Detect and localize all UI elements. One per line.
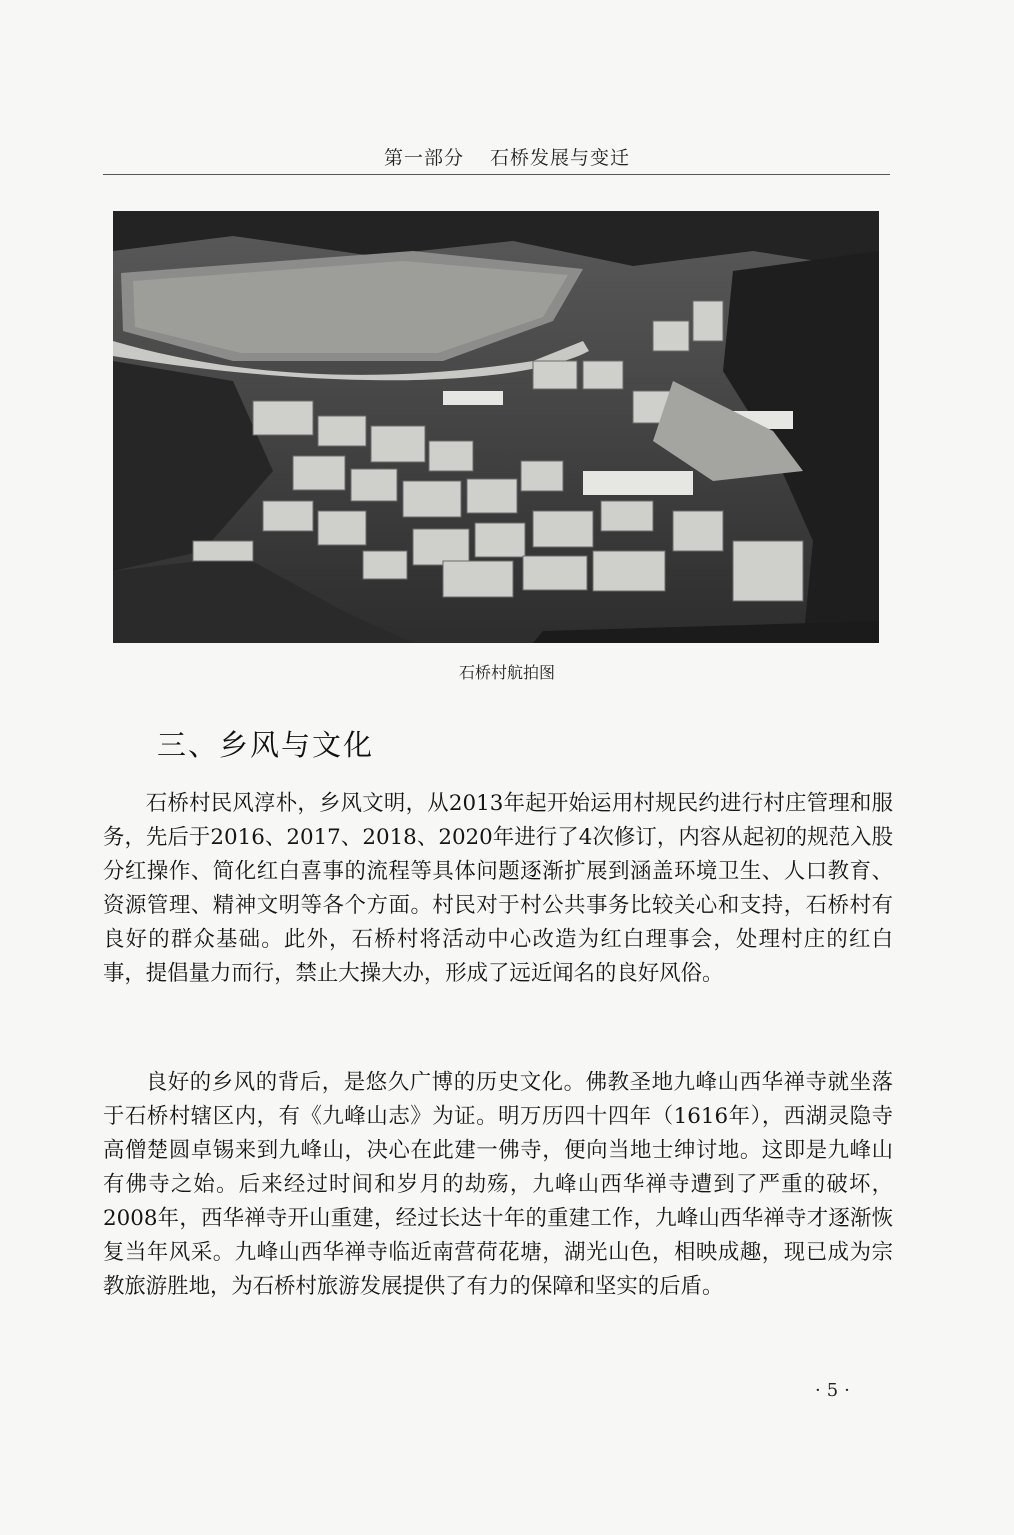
paragraph-2: 良好的乡风的背后，是悠久广博的历史文化。佛教圣地九峰山西华禅寺就坐落于石桥村辖区内，有《九峰山志》为证。明万历四十四年（1616年），西湖灵隐寺高僧楚圆卓锡来到九峰山，决心在此建一佛寺，便向当地士绅讨地。这即是九峰山有佛寺之始。后来经过时间和岁月的劫殇，九峰山西华禅寺遭到了严重的破坏，2008年，西华禅寺开山重建，经过长达十年的重建工作，九峰山西华禅寺才逐渐恢复当年风采。九峰山西华禅寺临近南营荷花塘，湖光山色，相映成趣，现已成为宗教旅游胜地，为石桥村旅游发展提供了有力的保障和坚实的后盾。 bbox=[103, 1070, 893, 1299]
section-heading: 三、乡风与文化 bbox=[157, 728, 375, 762]
aerial-photo-illustration bbox=[113, 211, 879, 643]
header-part: 第一部分 bbox=[383, 147, 464, 169]
page-number: ·5· bbox=[815, 1380, 856, 1401]
paragraph-1: 石桥村民风淳朴，乡风文明，从2013年起开始运用村规民约进行村庄管理和服务，先后于2016、2017、2018、2020年进行了4次修订，内容从起初的规范入股分红操作、简化红白喜事的流程等具体问题逐渐扩展到涵盖环境卫生、人口教育、资源管理、精神文明等各个方面。村民对于村公共事务比较关心和支持，石桥村有良好的群众基础。此外，石桥村将活动中心改造为红白理事会，处理村庄的红白事，提倡量力而行，禁止大操大办，形成了远近闻名的良好风俗。 bbox=[103, 791, 893, 986]
aerial-photo bbox=[113, 211, 879, 643]
header-rule bbox=[103, 174, 890, 175]
running-header bbox=[0, 143, 1014, 170]
header-chapter: 石桥发展与变迁 bbox=[490, 147, 631, 169]
figure-caption: 石桥村航拍图 bbox=[458, 663, 555, 682]
